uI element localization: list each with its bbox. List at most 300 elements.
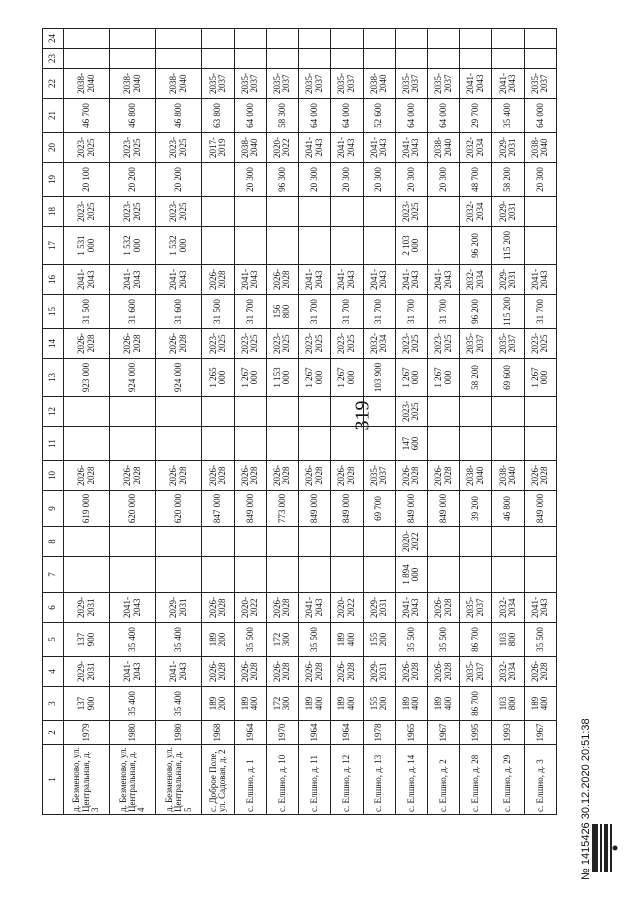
table-cell: [460, 557, 492, 593]
table-cell: 849 000: [524, 491, 556, 527]
table-cell: [64, 49, 110, 69]
table-cell: 2020-2022: [331, 593, 363, 623]
column-header: 1: [43, 745, 64, 815]
table-cell: 2041-2043: [331, 133, 363, 163]
table-cell: [64, 427, 110, 461]
table-cell: [202, 397, 234, 427]
table-cell: 189 400: [299, 687, 331, 721]
table-cell: [234, 197, 266, 227]
table-cell: 20 300: [299, 163, 331, 197]
table-cell: 2020-2022: [395, 527, 427, 557]
table-cell: 924 000: [156, 359, 202, 397]
table-row: [524, 29, 556, 815]
column-header: 3: [43, 687, 64, 721]
table-cell: [64, 29, 110, 49]
address-cell: д. Безменово, ул. Центральная, д. 3: [64, 745, 110, 815]
table-cell: 64 000: [524, 99, 556, 133]
table-cell: 1964: [234, 721, 266, 745]
table-cell: 2026-2028: [64, 329, 110, 359]
table-cell: 20 300: [234, 163, 266, 197]
address-cell: с. Елшно, д. 14: [395, 745, 427, 815]
table-cell: 849 000: [234, 491, 266, 527]
table-cell: 1 265 000: [202, 359, 234, 397]
table-cell: 58 200: [492, 163, 524, 197]
table-cell: [524, 29, 556, 49]
table-cell: 46 700: [64, 99, 110, 133]
table-cell: 2038-2040: [110, 69, 156, 99]
table-cell: 20 300: [331, 163, 363, 197]
table-cell: 2041-2043: [156, 657, 202, 687]
table-cell: 2023-2025: [156, 133, 202, 163]
column-header: 4: [43, 657, 64, 687]
table-cell: [156, 427, 202, 461]
table-cell: [110, 427, 156, 461]
table-cell: 103 900: [363, 359, 395, 397]
table-cell: [234, 49, 266, 69]
table-cell: 69 600: [492, 359, 524, 397]
table-cell: 1964: [299, 721, 331, 745]
column-header: 6: [43, 593, 64, 623]
table-cell: 2041-2043: [395, 593, 427, 623]
table-cell: 2026-2028: [202, 593, 234, 623]
table-cell: [156, 49, 202, 69]
table-cell: 2041-2043: [299, 265, 331, 295]
table-cell: [64, 527, 110, 557]
table-cell: 189 200: [202, 623, 234, 657]
table-cell: 1 267 000: [234, 359, 266, 397]
table-cell: 2026-2028: [202, 265, 234, 295]
table-cell: 35 500: [395, 623, 427, 657]
table-cell: 2026-2028: [202, 657, 234, 687]
column-header: 11: [43, 427, 64, 461]
table-cell: [363, 527, 395, 557]
table-cell: [266, 197, 298, 227]
table-cell: [299, 527, 331, 557]
table-cell: [299, 227, 331, 265]
table-cell: 2023-2025: [395, 329, 427, 359]
table-cell: 46 800: [110, 99, 156, 133]
table-cell: 103 800: [492, 687, 524, 721]
table-cell: [299, 557, 331, 593]
table-cell: [299, 427, 331, 461]
table-cell: [299, 49, 331, 69]
table-cell: 35 500: [234, 623, 266, 657]
table-cell: [427, 527, 459, 557]
table-cell: 64 000: [427, 99, 459, 133]
table-cell: 2035-2037: [524, 69, 556, 99]
table-row: [427, 29, 459, 815]
table-row: [156, 29, 202, 815]
table-cell: 1995: [460, 721, 492, 745]
table-cell: [266, 397, 298, 427]
table-cell: [202, 227, 234, 265]
table-cell: 48 700: [460, 163, 492, 197]
table-cell: 46 800: [156, 99, 202, 133]
table-cell: 2 103 000: [395, 227, 427, 265]
table-cell: 2041-2043: [395, 265, 427, 295]
table-cell: 2041-2043: [363, 133, 395, 163]
table-cell: 2023-2025: [299, 329, 331, 359]
address-cell: с. Елшно, д. 12: [331, 745, 363, 815]
table-cell: [110, 557, 156, 593]
table-cell: 1 267 000: [331, 359, 363, 397]
table-cell: 31 500: [64, 295, 110, 329]
table-cell: 2035-2037: [460, 593, 492, 623]
table-cell: 2041-2043: [492, 69, 524, 99]
table-cell: 189 400: [234, 687, 266, 721]
table-cell: 2029-2031: [64, 657, 110, 687]
table-cell: 156 800: [266, 295, 298, 329]
table-cell: 1970: [266, 721, 298, 745]
table-cell: 2035-2037: [331, 69, 363, 99]
table-cell: 189 400: [524, 687, 556, 721]
column-header: 22: [43, 69, 64, 99]
table-cell: 1967: [427, 721, 459, 745]
column-header: 21: [43, 99, 64, 133]
table-cell: 2023-2025: [202, 329, 234, 359]
table-cell: 31 700: [363, 295, 395, 329]
table-cell: 2026-2028: [266, 265, 298, 295]
barcode-stamp-icon: [590, 820, 618, 876]
table-cell: [363, 29, 395, 49]
table-cell: 2038-2040: [64, 69, 110, 99]
table-cell: 2026-2028: [110, 461, 156, 491]
table-cell: 2023-2025: [266, 329, 298, 359]
table-cell: 31 700: [427, 295, 459, 329]
table-cell: 2023-2025: [64, 197, 110, 227]
table-cell: 2029-2031: [156, 593, 202, 623]
table-cell: 52 600: [363, 99, 395, 133]
data-table: [42, 28, 557, 815]
table-cell: [266, 527, 298, 557]
table-cell: [395, 29, 427, 49]
table-cell: 31 600: [110, 295, 156, 329]
table-cell: 35 400: [492, 99, 524, 133]
table-cell: 2041-2043: [156, 265, 202, 295]
table-cell: [363, 227, 395, 265]
column-header: 19: [43, 163, 64, 197]
table-cell: 35 500: [524, 623, 556, 657]
address-cell: с. Елшно, д. 3: [524, 745, 556, 815]
table-cell: 2041-2043: [427, 265, 459, 295]
table-cell: 2038-2040: [524, 133, 556, 163]
table-cell: 2041-2043: [110, 657, 156, 687]
table-cell: [331, 427, 363, 461]
table-cell: 189 400: [331, 623, 363, 657]
table-cell: [492, 397, 524, 427]
table-cell: [64, 397, 110, 427]
table-cell: [299, 397, 331, 427]
table-cell: 137 900: [64, 623, 110, 657]
address-cell: с. Елшно, д. 28: [460, 745, 492, 815]
table-cell: 1980: [156, 721, 202, 745]
column-header: 2: [43, 721, 64, 745]
table-cell: 35 500: [299, 623, 331, 657]
table-cell: [460, 29, 492, 49]
table-cell: 2041-2043: [524, 265, 556, 295]
table-cell: 103 800: [492, 623, 524, 657]
table-cell: 64 000: [395, 99, 427, 133]
column-header: 15: [43, 295, 64, 329]
table-cell: 20 200: [156, 163, 202, 197]
table-cell: [524, 197, 556, 227]
table-cell: 1980: [110, 721, 156, 745]
table-cell: 31 700: [395, 295, 427, 329]
table-row: [266, 29, 298, 815]
table-cell: [110, 29, 156, 49]
table-cell: 2026-2028: [266, 593, 298, 623]
table-cell: [460, 49, 492, 69]
table-row: [331, 29, 363, 815]
table-cell: 2038-2040: [427, 133, 459, 163]
address-cell: с. Елшно, д. 29: [492, 745, 524, 815]
table-cell: 1968: [202, 721, 234, 745]
table-cell: [492, 427, 524, 461]
table-cell: [110, 397, 156, 427]
table-cell: 69 700: [363, 491, 395, 527]
address-cell: с. Елшно, д. 2: [427, 745, 459, 815]
table-row: [64, 29, 110, 815]
table-cell: 137 900: [64, 687, 110, 721]
table-cell: 2035-2037: [299, 69, 331, 99]
column-header: 8: [43, 527, 64, 557]
address-cell: с. Доброе Поле, ул. Садовая, д. 2: [202, 745, 234, 815]
table-cell: 31 700: [299, 295, 331, 329]
table-cell: [64, 557, 110, 593]
table-cell: 1 531 000: [64, 227, 110, 265]
table-cell: 189 400: [331, 687, 363, 721]
table-cell: 2023-2025: [524, 329, 556, 359]
column-header: 18: [43, 197, 64, 227]
table-cell: 2029-2031: [492, 133, 524, 163]
table-cell: 1 267 000: [427, 359, 459, 397]
table-cell: 2023-2025: [110, 133, 156, 163]
table-cell: 2035-2037: [266, 69, 298, 99]
table-cell: 31 700: [331, 295, 363, 329]
table-cell: [363, 397, 395, 427]
table-cell: [427, 397, 459, 427]
table-cell: 2026-2028: [234, 657, 266, 687]
table-cell: 1 532 000: [156, 227, 202, 265]
table-cell: 2026-2028: [299, 461, 331, 491]
table-cell: [234, 227, 266, 265]
table-cell: 2041-2043: [331, 265, 363, 295]
column-header: 13: [43, 359, 64, 397]
table-cell: 2032-2034: [492, 593, 524, 623]
table-cell: [331, 527, 363, 557]
table-cell: 2032-2034: [363, 329, 395, 359]
column-header: 12: [43, 397, 64, 427]
table-cell: 189 400: [427, 687, 459, 721]
table-cell: 1964: [331, 721, 363, 745]
table-cell: [331, 29, 363, 49]
table-cell: 172 300: [266, 687, 298, 721]
table-cell: [427, 427, 459, 461]
column-header: 14: [43, 329, 64, 359]
table-cell: 20 300: [524, 163, 556, 197]
table-cell: 849 000: [299, 491, 331, 527]
table-cell: [524, 227, 556, 265]
table-cell: [234, 557, 266, 593]
table-cell: 86 700: [460, 687, 492, 721]
table-cell: [492, 49, 524, 69]
table-cell: [202, 49, 234, 69]
table-cell: 2041-2043: [363, 265, 395, 295]
table-cell: 2023-2025: [156, 197, 202, 227]
table-cell: 2026-2028: [202, 461, 234, 491]
table-cell: [156, 397, 202, 427]
table-cell: [460, 527, 492, 557]
table-cell: [427, 49, 459, 69]
table-row: [363, 29, 395, 815]
table-cell: 2032-2034: [460, 265, 492, 295]
table-row: [460, 29, 492, 815]
table-cell: 2041-2043: [64, 265, 110, 295]
table-cell: 2041-2043: [299, 133, 331, 163]
table-cell: 189 200: [202, 687, 234, 721]
table-cell: 619 000: [64, 491, 110, 527]
table-cell: [110, 49, 156, 69]
table-cell: 2035-2037: [460, 657, 492, 687]
table-cell: 2041-2043: [460, 69, 492, 99]
table-cell: 2032-2034: [460, 197, 492, 227]
table-cell: 2029-2031: [492, 197, 524, 227]
table-cell: 31 700: [524, 295, 556, 329]
address-cell: с. Елшно, д. 1: [234, 745, 266, 815]
table-cell: 20 300: [363, 163, 395, 197]
table-cell: [234, 527, 266, 557]
table-cell: 35 400: [110, 623, 156, 657]
table-cell: [331, 557, 363, 593]
address-cell: д. Безменово, ул. Центральная, д. 5: [156, 745, 202, 815]
table-cell: 31 700: [234, 295, 266, 329]
column-header: 16: [43, 265, 64, 295]
table-cell: 1 267 000: [395, 359, 427, 397]
table-row: [395, 29, 427, 815]
table-cell: 155 200: [363, 623, 395, 657]
column-header: 24: [43, 29, 64, 49]
table-cell: 2026-2028: [331, 461, 363, 491]
table-cell: 64 000: [234, 99, 266, 133]
table-cell: 115 200: [492, 295, 524, 329]
table-cell: [524, 527, 556, 557]
table-cell: [363, 557, 395, 593]
table-cell: 2038-2040: [460, 461, 492, 491]
table-cell: [202, 29, 234, 49]
table-cell: 2026-2028: [156, 461, 202, 491]
table-cell: 1 894 000: [395, 557, 427, 593]
table-cell: 2041-2043: [110, 265, 156, 295]
table-cell: [331, 227, 363, 265]
table-cell: 2026-2028: [395, 461, 427, 491]
table-cell: 620 000: [110, 491, 156, 527]
table-cell: 2023-2025: [234, 329, 266, 359]
table-cell: [427, 197, 459, 227]
table-cell: 35 400: [156, 687, 202, 721]
table-cell: 86 700: [460, 623, 492, 657]
table-cell: 2041-2043: [395, 133, 427, 163]
table-cell: [427, 557, 459, 593]
table-cell: 2032-2034: [460, 133, 492, 163]
address-cell: с. Елшно, д. 11: [299, 745, 331, 815]
table-cell: 2035-2037: [460, 329, 492, 359]
table-cell: 1 153 000: [266, 359, 298, 397]
column-header: 5: [43, 623, 64, 657]
table-cell: 2026-2028: [331, 657, 363, 687]
table-cell: [202, 557, 234, 593]
table-cell: [363, 49, 395, 69]
table-cell: 20 300: [395, 163, 427, 197]
table-cell: 2023-2025: [110, 197, 156, 227]
table-cell: 2026-2028: [299, 657, 331, 687]
table-row: [492, 29, 524, 815]
table-cell: [266, 227, 298, 265]
table-cell: 2023-2025: [427, 329, 459, 359]
table-cell: 773 000: [266, 491, 298, 527]
table-cell: 2035-2037: [202, 69, 234, 99]
table-cell: 2020-2022: [234, 593, 266, 623]
table-cell: 2041-2043: [524, 593, 556, 623]
table-cell: 2035-2037: [492, 329, 524, 359]
table-cell: 2035-2037: [234, 69, 266, 99]
table-cell: 2026-2028: [156, 329, 202, 359]
table-cell: 1965: [395, 721, 427, 745]
column-header: 17: [43, 227, 64, 265]
table-cell: [266, 29, 298, 49]
table-cell: [266, 49, 298, 69]
table-cell: [524, 49, 556, 69]
table-cell: 849 000: [427, 491, 459, 527]
table-cell: 29 700: [460, 99, 492, 133]
table-cell: 2041-2043: [110, 593, 156, 623]
table-container: [42, 30, 557, 815]
table-cell: 2041-2043: [234, 265, 266, 295]
table-cell: [234, 29, 266, 49]
table-cell: 2026-2028: [234, 461, 266, 491]
table-cell: 849 000: [331, 491, 363, 527]
column-header: 10: [43, 461, 64, 491]
table-cell: [202, 197, 234, 227]
table-cell: 847 000: [202, 491, 234, 527]
table-cell: [427, 227, 459, 265]
table-cell: 620 000: [156, 491, 202, 527]
table-cell: 115 200: [492, 227, 524, 265]
table-cell: 2038-2040: [234, 133, 266, 163]
table-row: [234, 29, 266, 815]
table-cell: 2026-2028: [524, 657, 556, 687]
table-cell: 1979: [64, 721, 110, 745]
table-cell: 2020-2022: [266, 133, 298, 163]
table-cell: 2035-2037: [395, 69, 427, 99]
table-cell: 1 267 000: [524, 359, 556, 397]
table-cell: 35 500: [427, 623, 459, 657]
page-number: 319: [351, 400, 374, 431]
table-cell: 1978: [363, 721, 395, 745]
table-cell: 63 800: [202, 99, 234, 133]
table-cell: 39 200: [460, 491, 492, 527]
table-cell: 2017-2019: [202, 133, 234, 163]
table-cell: 189 400: [395, 687, 427, 721]
table-cell: 2026-2028: [266, 461, 298, 491]
table-cell: 1 267 000: [299, 359, 331, 397]
column-header: 9: [43, 491, 64, 527]
table-cell: 96 200: [460, 295, 492, 329]
table-cell: 1967: [524, 721, 556, 745]
table-row: [299, 29, 331, 815]
table-cell: 1993: [492, 721, 524, 745]
table-cell: 2029-2031: [492, 265, 524, 295]
address-cell: с. Елшно, д. 10: [266, 745, 298, 815]
